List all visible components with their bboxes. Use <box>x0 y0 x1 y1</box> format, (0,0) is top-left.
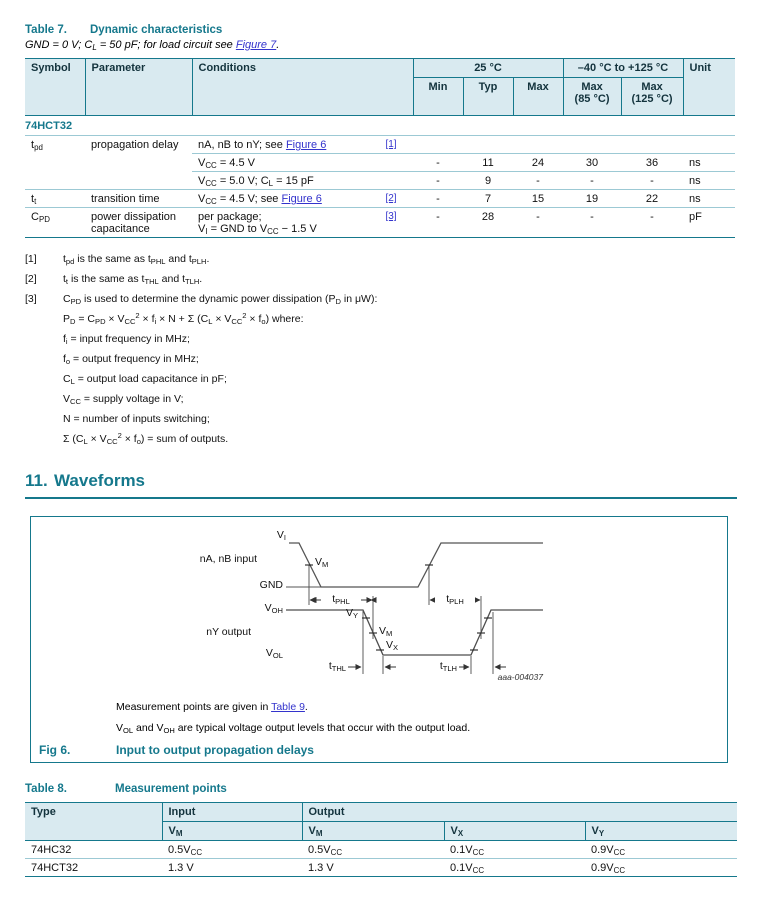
footnote-definition: $f_i$ = input frequency in MHz; <box>63 333 190 346</box>
footnote-formula: $P_D = C_{PD} \times V_{CC}^2 \times f_i \times N + \Sigma$ $(C_L \times V_{CC}^2 \times f_o)$ where: <box>63 311 304 326</box>
footnote-definition: Σ $(C_L \times V_{CC}^2 \times f_o)$ = sum of outputs. <box>63 431 229 446</box>
footnote-ref <box>377 154 413 172</box>
cell-max125 <box>621 136 683 154</box>
footnote-text: $C_{PD}$ is used to determine the dynamic power dissipation ($P_D$ in μW): <box>63 293 378 306</box>
cell-min: - <box>413 190 463 208</box>
col-header-vm-output: $V_M$ <box>302 822 444 841</box>
section-title: Waveforms <box>54 471 146 490</box>
cell-symbol <box>25 154 85 172</box>
footnote-ref-link[interactable]: [2] <box>377 190 413 208</box>
cell-output-vm: $0.5V_{CC}$ <box>302 841 444 859</box>
ttlh-label: $t_{TLH}$ <box>439 660 457 673</box>
cell-vy: $0.9V_{CC}$ <box>585 841 737 859</box>
col-header-vm-input: $V_M$ <box>162 822 302 841</box>
cell-symbol: $t_{pd}$ <box>31 139 43 152</box>
gnd-label: GND <box>259 579 283 591</box>
table7-title-text: Dynamic characteristics <box>90 24 223 36</box>
cell-parameter <box>85 172 192 190</box>
cell-input-vm: $0.5V_{CC}$ <box>162 841 302 859</box>
cell-max85: 30 <box>563 154 621 172</box>
col-header-vx: $V_X$ <box>444 822 585 841</box>
vm-input-label: $V_M$ <box>315 556 329 569</box>
cell-max: 15 <box>513 190 563 208</box>
vx-label: $V_X$ <box>386 639 399 652</box>
cell-parameter: propagation delay <box>91 139 179 151</box>
doc-link[interactable]: Figure 6 <box>281 193 322 205</box>
cell-conditions: per package; $V_I$ = GND to $V_{CC} - 1.5$ V <box>198 211 317 236</box>
cell-vx: $0.1V_{CC}$ <box>444 841 585 859</box>
output-waveform <box>286 607 543 655</box>
table-header-row <box>25 59 735 78</box>
footnote-2 <box>25 272 737 287</box>
footnote-definition: $f_o$ = output frequency in MHz; <box>63 353 199 366</box>
cell-max125: - <box>650 211 654 223</box>
cell-conditions: $V_{CC} = 5.0$ V; $C_L = 15$ pF <box>192 172 377 190</box>
cell-max: - <box>536 211 540 223</box>
cell-type: 74HC32 <box>25 841 162 859</box>
dynamic-characteristics-table <box>25 58 735 238</box>
table7-title <box>25 24 737 36</box>
col-header-output: Output <box>302 803 737 822</box>
cell-type: 74HCT32 <box>31 862 79 874</box>
footnotes <box>25 252 737 447</box>
col-header-type: Type <box>25 803 162 841</box>
table-row <box>25 172 735 190</box>
figure6-box <box>30 516 728 763</box>
cell-max85: - <box>590 211 594 223</box>
col-header-input: Input <box>162 803 302 822</box>
cell-conditions: $V_{CC} = 4.5$ V; see Figure 6 <box>192 190 377 208</box>
table7-label: Table 7. <box>25 24 67 36</box>
table8-title <box>25 783 737 795</box>
table-row <box>25 190 735 208</box>
cell-typ: 9 <box>463 172 513 190</box>
footnote-text: $t_t$ is the same as $t_{THL}$ and $t_{TLH}$. <box>63 273 203 286</box>
table-row <box>25 154 735 172</box>
footnote-marker: [1] <box>25 253 37 265</box>
col-header-25c: 25 °C <box>413 59 563 78</box>
figure-caption-label: Fig 6. <box>39 743 71 757</box>
doc-link[interactable]: Figure 7 <box>235 39 277 51</box>
cell-typ: 7 <box>463 190 513 208</box>
cell-unit: ns <box>683 190 735 208</box>
waveform-diagram <box>31 517 727 692</box>
doc-link[interactable]: Figure 6 <box>285 139 327 151</box>
cell-max85: - <box>563 172 621 190</box>
tphl-label: $t_{PHL}$ <box>321 594 361 605</box>
figure-caption <box>31 743 727 757</box>
col-header-typ: Typ <box>463 78 513 116</box>
col-header-max: Max <box>513 78 563 116</box>
vm-output-label: $V_M$ <box>379 625 393 638</box>
figure-note-2: $V_{OL}$ and $V_{OH}$ are typical voltage output levels that occur with the output load. <box>116 722 471 735</box>
col-header-unit: Unit <box>683 59 735 116</box>
cell-max: 24 <box>513 154 563 172</box>
table-header-row <box>25 803 737 822</box>
figure-id-label: aaa-004037 <box>497 672 543 682</box>
cell-conditions: nA, nB to nY; see Figure 6 <box>192 136 377 154</box>
footnote-definition: N = number of inputs switching; <box>63 413 210 425</box>
cell-max125: 36 <box>621 154 683 172</box>
section-header-label: 74HCT32 <box>25 116 735 136</box>
cell-max: - <box>513 172 563 190</box>
footnote-marker: [3] <box>25 293 37 305</box>
footnote-definition: $V_{CC}$ = supply voltage in V; <box>63 393 184 406</box>
vy-label: $V_Y$ <box>345 607 358 620</box>
section-heading-waveforms <box>25 471 737 499</box>
col-header-symbol: Symbol <box>25 59 85 116</box>
footnote-definition: $C_L$ = output load capacitance in pF; <box>63 373 227 386</box>
input-name-label: nA, nB input <box>199 553 257 565</box>
table8-title-text: Measurement points <box>115 783 227 795</box>
footnote-3 <box>25 292 737 307</box>
col-header-conditions: Conditions <box>192 59 413 116</box>
footnote-ref-link[interactable]: [3] <box>385 211 397 222</box>
cell-output-vm: 1.3 V <box>308 862 334 874</box>
cell-min: - <box>413 172 463 190</box>
col-header-max125: Max (125 °C) <box>621 78 683 116</box>
tplh-label: $t_{PLH}$ <box>435 594 475 605</box>
cell-max <box>513 136 563 154</box>
table-row <box>25 841 737 859</box>
col-header-vy: $V_Y$ <box>585 822 737 841</box>
table-row <box>25 136 735 154</box>
cell-unit: ns <box>683 172 735 190</box>
cell-max85: 19 <box>563 190 621 208</box>
cell-min <box>413 136 463 154</box>
measurement-points-table <box>25 802 737 877</box>
cell-input-vm: 1.3 V <box>168 862 194 874</box>
cell-symbol <box>25 172 85 190</box>
cell-typ <box>463 136 513 154</box>
output-name-label: nY output <box>206 626 251 638</box>
cell-unit: ns <box>683 154 735 172</box>
section-number: 11. <box>25 471 48 490</box>
col-header-max85: Max (85 °C) <box>563 78 621 116</box>
cell-min: - <box>436 211 440 223</box>
voh-label: $V_{OH}$ <box>264 602 283 615</box>
cell-max125: - <box>621 172 683 190</box>
footnote-marker: [2] <box>25 273 37 285</box>
cell-parameter: power dissipation capacitance <box>91 211 176 235</box>
vol-label: $V_{OL}$ <box>265 647 283 660</box>
table7-subtitle: GND = 0 V; $C_L = 50$ pF; for load circuit see Figure 7. <box>25 39 280 52</box>
cell-typ: 11 <box>463 154 513 172</box>
table-row <box>25 859 737 877</box>
cell-symbol: $C_{PD}$ <box>31 211 50 224</box>
col-header-parameter: Parameter <box>85 59 192 116</box>
section-row-74hct32 <box>25 116 735 136</box>
footnote-text: $t_{pd}$ is the same as $t_{PHL}$ and $t_{PLH}$. <box>63 253 210 266</box>
cell-typ: 28 <box>481 211 495 223</box>
footnote-ref <box>377 172 413 190</box>
table8-label: Table 8. <box>25 783 67 795</box>
footnote-ref-link[interactable]: [1] <box>377 136 413 154</box>
cell-unit <box>683 136 735 154</box>
cell-symbol: $t_t$ <box>25 190 85 208</box>
cell-conditions: $V_{CC} = 4.5$ V <box>192 154 377 172</box>
vi-label: $V_I$ <box>276 529 286 542</box>
col-header-min: Min <box>413 78 463 116</box>
cell-vx: $0.1V_{CC}$ <box>450 862 485 875</box>
cell-parameter <box>85 154 192 172</box>
cell-parameter: transition time <box>85 190 192 208</box>
figure-note-1: Measurement points are given in Table 9. <box>116 701 308 713</box>
cell-unit: pF <box>689 211 702 223</box>
cell-max85 <box>563 136 621 154</box>
cell-vy: $0.9V_{CC}$ <box>591 862 626 875</box>
waveform-svg <box>31 517 727 692</box>
table-row <box>25 208 735 238</box>
doc-link[interactable]: Table 9 <box>271 701 305 713</box>
tthl-label: $t_{THL}$ <box>328 660 346 673</box>
cell-min: - <box>413 154 463 172</box>
footnote-1 <box>25 252 737 267</box>
guide-lines <box>309 565 493 674</box>
col-header-temp-range: –40 °C to +125 °C <box>563 59 683 78</box>
figure-caption-text: Input to output propagation delays <box>116 743 314 757</box>
cell-max125: 22 <box>621 190 683 208</box>
